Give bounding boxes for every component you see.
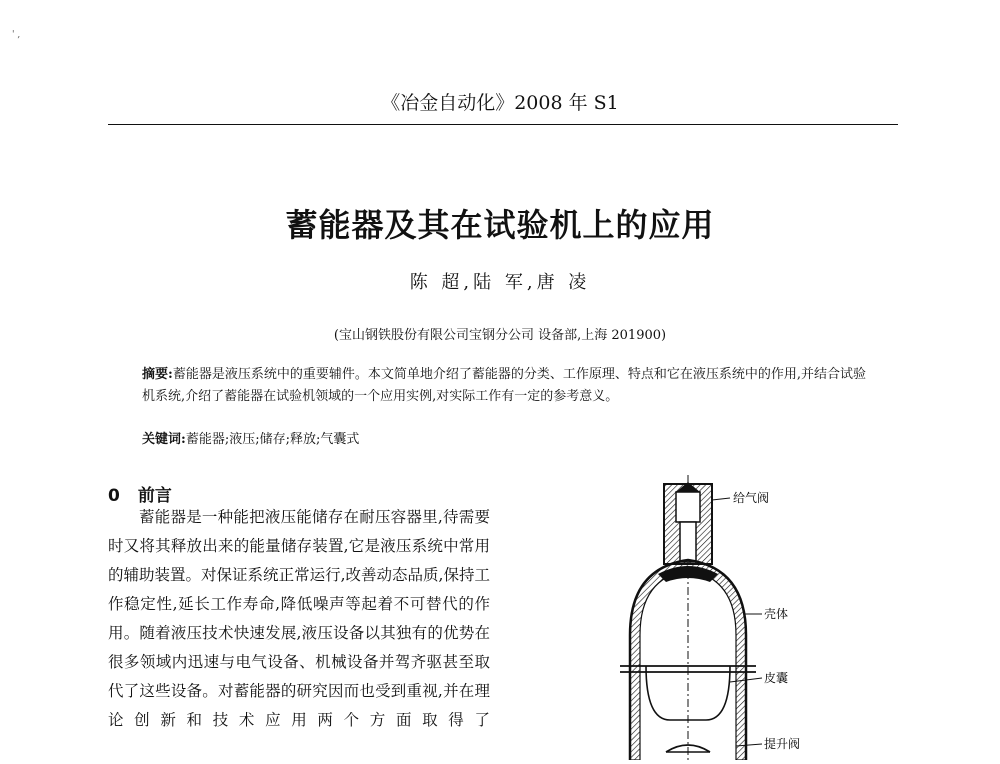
label-poppet-valve: 提升阀 bbox=[764, 737, 801, 751]
abstract bbox=[142, 364, 872, 408]
paper-title: 蓄能器及其在试验机上的应用 bbox=[285, 206, 715, 244]
header-rule bbox=[108, 124, 898, 125]
body-column bbox=[108, 503, 490, 735]
authors: 陈 超,陆 军,唐 凌 bbox=[409, 272, 591, 293]
label-shell: 壳体 bbox=[764, 607, 789, 621]
keywords bbox=[142, 428, 872, 447]
affiliation: (宝山钢铁股份有限公司宝钢分公司 设备部,上海 201900) bbox=[333, 328, 667, 343]
abstract-label: 摘要: bbox=[142, 367, 173, 382]
accumulator-figure bbox=[590, 470, 850, 760]
keywords-text: 蓄能器;液压;储存;释放;气囊式 bbox=[185, 432, 360, 447]
abstract-text: 蓄能器是液压系统中的重要辅件。本文简单地介绍了蓄能器的分类、工作原理、特点和它在液压系统中的作用,并结合试验机系统,介绍了蓄能器在试验机领域的一个应用实例,对实际工作有一定的参考意义。 bbox=[142, 367, 866, 404]
label-charging-valve: 给气阀 bbox=[733, 491, 770, 505]
section-title: 前言 bbox=[137, 486, 172, 506]
intro-paragraph: 蓄能器是一种能把液压能储存在耐压容器里,待需要时又将其释放出来的能量储存装置,它是液压系统中常用的辅助装置。对保证系统正常运行,改善动态品质,保持工作稳定性,延长工作寿命,降低噪声等起着不可替代的作用。随着液压技术快速发展,液压设备以其独有的优势在很多领域内迅速与电气设备、机械设备并驾齐驱甚至取代了这些设备。对蓄能器的研究因而也受到重视,并在理论创新和技术应用两个方面取得了 bbox=[108, 508, 490, 729]
scan-marks: ' , bbox=[12, 30, 21, 40]
journal-header: 《冶金自动化》2008 年 S1 bbox=[381, 92, 619, 114]
accumulator-diagram bbox=[590, 470, 850, 760]
keywords-label: 关键词: bbox=[142, 432, 186, 447]
section-number: 0 bbox=[108, 486, 120, 506]
label-bladder: 皮囊 bbox=[764, 671, 789, 685]
